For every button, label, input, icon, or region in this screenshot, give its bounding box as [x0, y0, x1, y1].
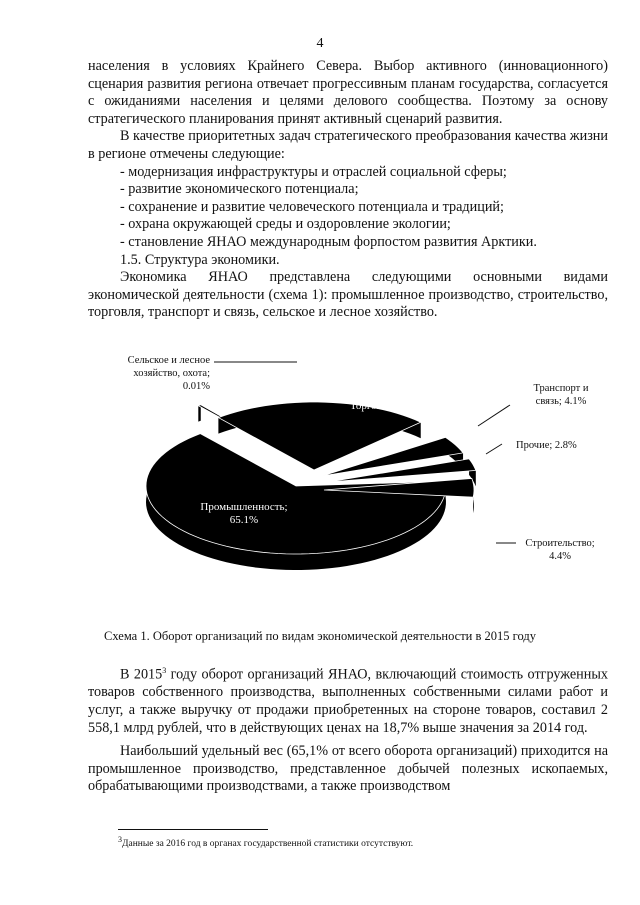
label-agriculture	[110, 354, 210, 393]
label-transport	[521, 382, 601, 408]
paragraph-2015	[88, 662, 608, 737]
label-industry	[196, 501, 292, 527]
label-other: Прочие; 2.8%	[516, 440, 577, 451]
label-construction-line: Строительство;	[525, 538, 595, 549]
paragraph-priorities: В качестве приоритетных задач стратегического преобразования качества жизни в регионе отмечены следующие:	[88, 128, 608, 162]
paragraph-2015-start: В 2015	[120, 666, 163, 683]
paragraph-share: Наибольший удельный вес (65,1% от всего оборота организаций) приходится на промышленное производство, представленное добычей полезных ископаемых, обрабатывающими производствами, а также производством	[88, 743, 608, 795]
list-item: - модернизация инфраструктуры и отраслей социальной сферы;	[120, 163, 507, 180]
label-agriculture-line: хозяйство, охота;	[133, 368, 210, 379]
paragraph-economy: Экономика ЯНАО представлена следующими основными видами экономической деятельности (схема 1): промышленное производство, строительство, торговля, транспорт и связь, сельское и лесное хозяйство.	[88, 269, 608, 321]
leader-line-transport	[478, 405, 510, 426]
body-text-top	[88, 58, 608, 322]
label-industry-value: 65.1%	[229, 514, 259, 526]
slice-agriculture-side	[198, 405, 200, 422]
list-item: - развитие экономического потенциала;	[120, 181, 359, 198]
label-construction-value: 4.4%	[549, 551, 571, 562]
list-item: - сохранение и развитие человеческого потенциала и традиций;	[120, 198, 504, 215]
label-industry-line: Промышленность;	[200, 501, 288, 513]
label-transport-value: связь; 4.1%	[535, 396, 587, 407]
pie-chart	[0, 340, 640, 630]
footnote-text: Данные за 2016 год в органах государственной статистики отсутствуют.	[122, 839, 414, 850]
list-item: - охрана окружающей среды и оздоровление экологии;	[120, 216, 451, 233]
chart-caption: Схема 1. Оборот организаций по видам экономической деятельности в 2015 году	[104, 629, 536, 643]
section-heading: 1.5. Структура экономики.	[120, 251, 280, 268]
leader-line-other	[486, 444, 502, 454]
body-text-bottom	[88, 662, 608, 796]
footnote-reference: 3	[162, 666, 167, 675]
paragraph-2015-rest: году оборот организаций ЯНАО, включающий стоимость отгруженных товаров собственного производства, выполненных собственными силами работ и услуг, а также выручку от продажи приобретенных на стороне товаров, составил 2 558,1 млрд рублей, что в действующих ценах на 18,7% выше значения за 2014 год.	[88, 666, 608, 736]
footnote-rule	[118, 829, 268, 830]
list-item: - становление ЯНАО международным форпостом развития Арктики.	[120, 233, 537, 250]
page-number: 4	[316, 36, 324, 51]
footnote-mark: 3	[118, 835, 122, 844]
label-transport-line: Транспорт и	[533, 383, 589, 394]
paragraph-scenario: населения в условиях Крайнего Севера. Выбор активного (инновационного) сценария развития региона отвечает прогрессивным планам государства, согласуется с ожиданиями населения и целями делового сообщества. Поэтому за основу стратегического планирования принят активный сценарий развития.	[88, 58, 608, 127]
label-construction	[520, 537, 600, 563]
label-trade: Торговля; 23.6%	[350, 400, 427, 412]
label-agriculture-value: 0.01%	[182, 381, 210, 392]
pie-slices	[146, 402, 476, 570]
footnote	[118, 835, 413, 849]
label-agriculture-line: Сельское и лесное	[127, 355, 210, 366]
